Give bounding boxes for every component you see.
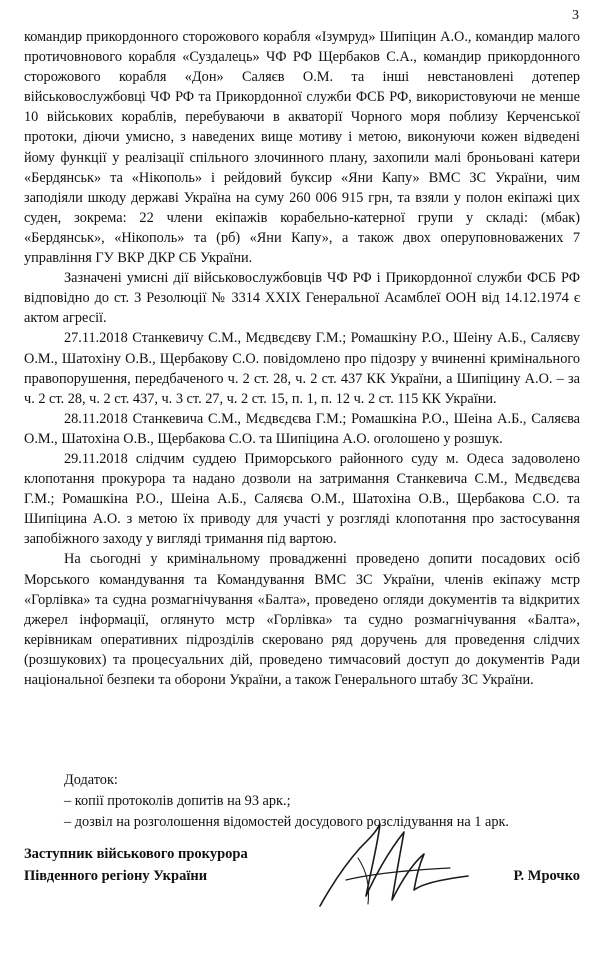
signer-position-line2: Південного регіону України bbox=[24, 868, 208, 884]
signer-name: Р. Мрочко bbox=[513, 868, 580, 884]
paragraph-wanted: 28.11.2018 Станкевича С.М., Мєдвєдєва Г.М.; Ромашкіна Р.О., Шеіна А.Б., Саляєва О.М., Шатохіна О.В., Щербакова С.О. та Шипіцина А.О. оголошено у розшук. bbox=[24, 410, 580, 447]
paragraph-investigation: На сьогодні у кримінальному провадженні проведено допити посадових осіб Морського командування та Командування ВМС ЗС України, членів екіпажу мстр «Горлівка» та судна розмагнічування «Балта», проведено огляди документів та відкритих джерел інформації, оглянуто мстр «Горлівка» та судно розмагнічування «Балта», керівникам оперативних підрозділів скеровано ряд доручень для проведення слідчих (розшукових) та процесуальних дій, проведено тимчасовий доступ до документів Ради національної безпеки та оборони України, а також Генерального штабу ЗС України. bbox=[24, 551, 580, 688]
paragraph-court: 29.11.2018 слідчим суддею Приморського районного суду м. Одеса задоволено клопотання прокурора та надано дозволи на затримання Станкевича С.М., Мєдвєдєва Г.М.; Ромашкіна Р.О., Шеіна А.Б., Саляєва О.М., Шатохіна О.В., Щербакова С.О. та Шипіцина А.О. з метою їх приводу для участі у розгляді клопотання про застосування запобіжного заходу у вигляді тримання під вартою. bbox=[24, 450, 580, 548]
appendix-title: Додаток: bbox=[64, 772, 118, 788]
paragraph-aggression: Зазначені умисні дії військовослужбовців ЧФ РФ і Прикордонної служби ФСБ РФ відповідно до ст. 3 Резолюції № 3314 ХХІХ Генеральної Асамблеї ООН від 14.12.1974 є актом агресії. bbox=[24, 270, 580, 327]
appendix-item: – копії протоколів допитів на 93 арк.; bbox=[64, 793, 291, 809]
paragraph-continued: командир прикордонного сторожового корабля «Ізумруд» Шипіцин А.О., командир малого протичовнового корабля «Суздалець» ЧФ РФ Щербаков С.А., командир прикордонного сторожового корабля «Дон» Саляєв О.М. та інші невстановлені дотепер військовослужбовці ЧФ РФ та Прикордонної служби ФСБ РФ, використовуючи не менше 10 військових кораблів, перебуваючи в акваторії Чорного моря поблизу Керченської протоки, діючи умисно, з наведених вище мотиву і метою, виконуючи кожен відведені йому функції у реалізації спільного злочинного плану, захопили малі броньовані катери «Бердянськ» та «Нікополь» і рейдовий буксир «Яни Капу» ВМС ЗС України, чим заподіяли шкоду державі Україна на суму 260 006 915 грн, та взяли у полон екіпажі цих суден, зокрема: 22 члени екіпажів корабельно-катерної групи у складі: (мбак) «Бердянськ», «Нікополь» та (рб) «Яни Капу», а також двох оперуповноважених 7 управління ГУ ВКР ДКР СБ України. bbox=[24, 29, 580, 267]
signer-position-line1: Заступник військового прокурора bbox=[24, 846, 248, 862]
page-number: 3 bbox=[572, 8, 579, 23]
appendix-item: – дозвіл на розголошення відомостей досудового розслідування на 1 арк. bbox=[64, 814, 510, 830]
paragraph-suspicion: 27.11.2018 Станкевичу С.М., Мєдвєдєву Г.М.; Ромашкіну Р.О., Шеіну А.Б., Саляєву О.М., Шатохіну О.В., Щербакову С.О. повідомлено про підозру у вчиненні кримінального правопорушення, передбаченого ч. 2 ст. 28, ч. 2 ст. 437 КК України, а Шипіцину А.О. – за ч. 2 ст. 28, ч. 2 ст. 437, ч. 3 ст. 27, ч. 2 ст. 15, п. 1, п. 12 ч. 2 ст. 115 КК України. bbox=[24, 330, 580, 407]
document-body bbox=[24, 27, 580, 690]
handwritten-signature bbox=[300, 818, 480, 913]
